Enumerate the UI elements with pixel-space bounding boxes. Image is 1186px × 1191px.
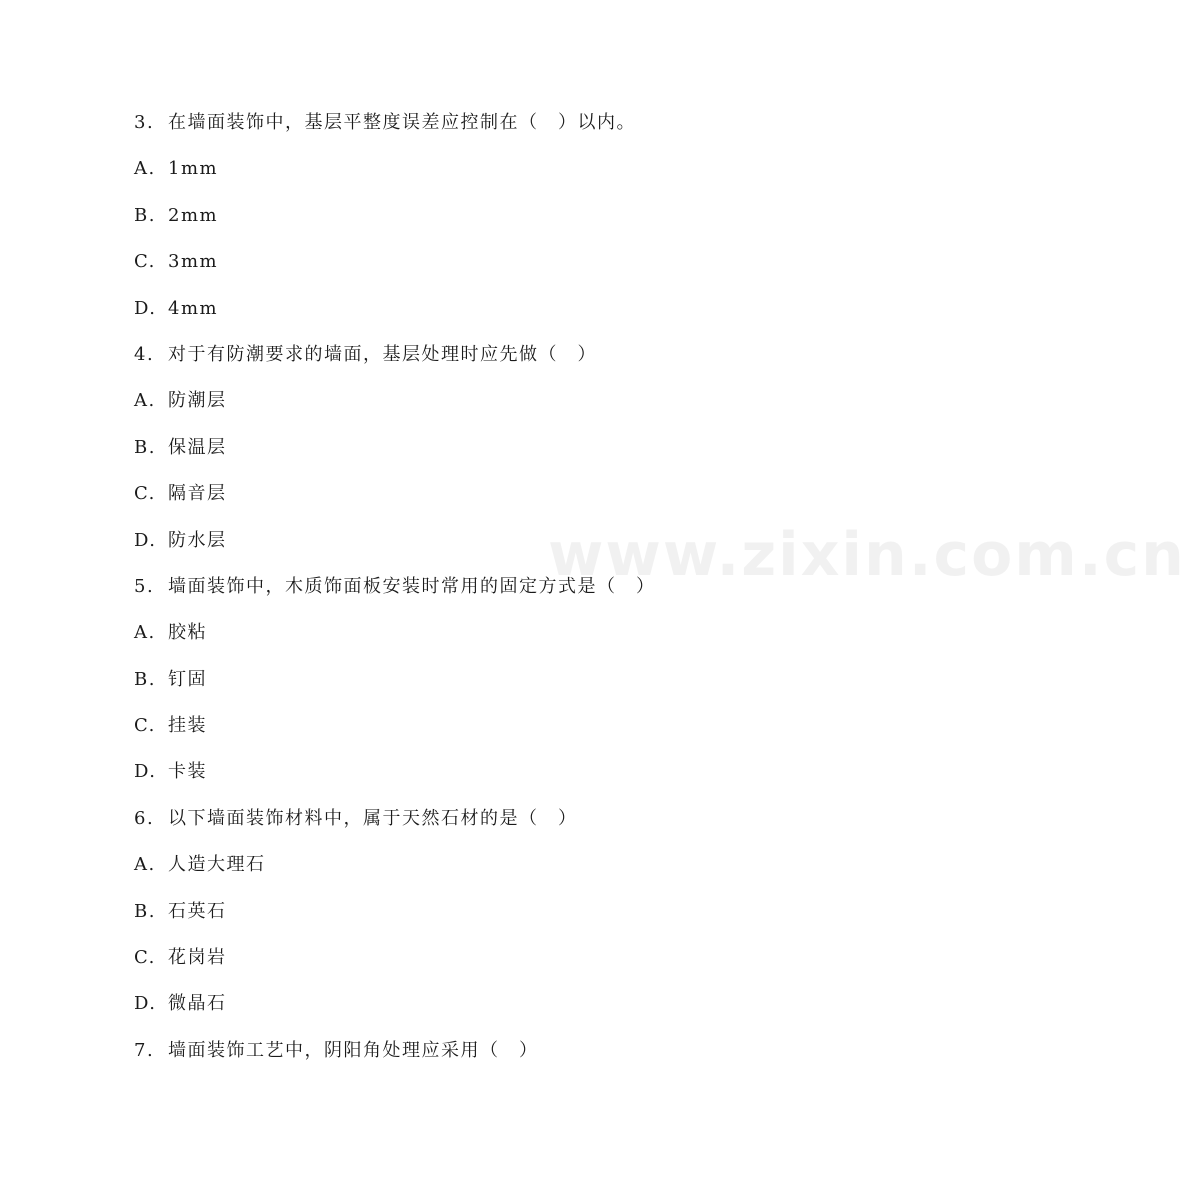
option-text: 4mm — [168, 297, 219, 319]
option-letter: C. — [134, 483, 156, 505]
question-text: 墙面装饰工艺中，阴阳角处理应采用（ ） — [168, 1039, 539, 1061]
question-number: 6. — [134, 807, 155, 829]
option-a — [134, 850, 834, 896]
question-number: 3. — [134, 112, 155, 133]
option-d — [134, 294, 834, 340]
option-c — [134, 479, 834, 525]
option-text: 隔音层 — [168, 483, 227, 505]
option-a — [134, 618, 834, 664]
option-letter: D. — [134, 993, 157, 1015]
option-c — [134, 711, 834, 757]
question-number: 4. — [134, 343, 155, 365]
option-letter: C. — [134, 715, 156, 737]
question-5 — [134, 572, 834, 618]
option-text: 卡装 — [168, 761, 207, 783]
option-letter: C. — [134, 251, 156, 273]
option-text: 钉固 — [168, 668, 207, 690]
option-letter: A. — [134, 158, 156, 180]
option-b — [134, 665, 834, 711]
option-text: 挂装 — [168, 715, 207, 737]
option-text: 3mm — [168, 251, 219, 273]
question-text: 以下墙面装饰材料中，属于天然石材的是（ ） — [168, 807, 578, 829]
question-4 — [134, 340, 834, 386]
option-b — [134, 897, 834, 943]
question-number: 7. — [134, 1039, 155, 1061]
option-letter: B. — [134, 900, 156, 922]
question-7 — [134, 1036, 834, 1082]
option-letter: A. — [134, 854, 156, 876]
option-letter: B. — [134, 204, 156, 226]
option-letter: A. — [134, 390, 156, 412]
option-text: 1mm — [168, 158, 219, 180]
option-text: 微晶石 — [168, 993, 227, 1015]
option-d — [134, 757, 834, 803]
option-letter: D. — [134, 529, 157, 551]
question-6 — [134, 804, 834, 850]
option-letter: D. — [134, 297, 157, 319]
option-text: 防水层 — [168, 529, 227, 551]
option-a — [134, 154, 834, 200]
option-b — [134, 201, 834, 247]
option-letter: B. — [134, 668, 156, 690]
question-number: 5. — [134, 575, 155, 597]
option-c — [134, 247, 834, 293]
option-letter: D. — [134, 761, 157, 783]
option-text: 胶粘 — [168, 622, 207, 644]
option-letter: C. — [134, 947, 156, 969]
option-a — [134, 386, 834, 432]
question-text: 在墙面装饰中，基层平整度误差应控制在（ ）以内。 — [168, 112, 636, 133]
question-text: 墙面装饰中，木质饰面板安装时常用的固定方式是（ ） — [168, 575, 656, 597]
option-c — [134, 943, 834, 989]
watermark: www.zixin.com.cn — [548, 520, 1186, 590]
option-text: 防潮层 — [168, 390, 227, 412]
option-b — [134, 433, 834, 479]
option-d — [134, 526, 834, 572]
question-3 — [134, 108, 834, 154]
option-text: 石英石 — [168, 900, 227, 922]
question-text: 对于有防潮要求的墙面，基层处理时应先做（ ） — [168, 343, 597, 365]
option-d — [134, 989, 834, 1035]
option-letter: A. — [134, 622, 156, 644]
option-letter: B. — [134, 436, 156, 458]
option-text: 保温层 — [168, 436, 227, 458]
option-text: 2mm — [168, 204, 219, 226]
option-text: 花岗岩 — [168, 947, 227, 969]
question-list — [134, 108, 834, 1082]
option-text: 人造大理石 — [168, 854, 266, 876]
